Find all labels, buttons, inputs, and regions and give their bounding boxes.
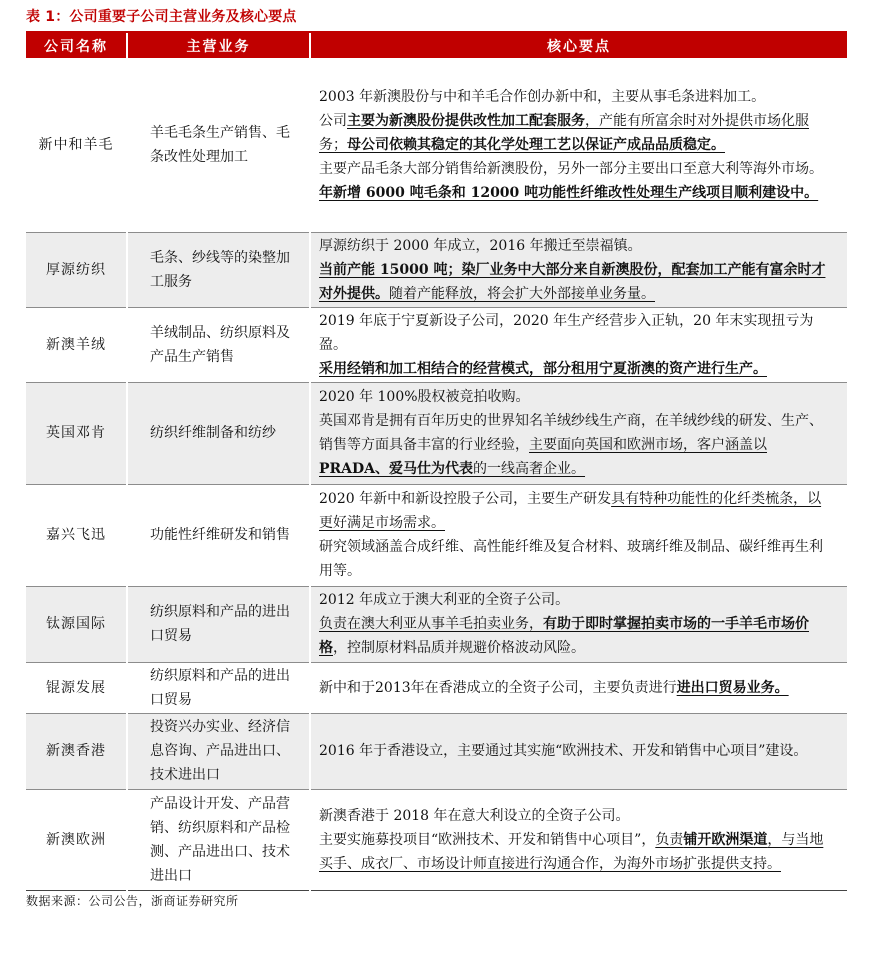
core-point-paragraph — [319, 385, 833, 409]
text-run: 研究领域涵盖合成纤维、高性能纤维及复合材料、玻璃纤维及制品、碳纤维再生利用等。 — [319, 539, 823, 579]
text-run: 主要实施募投项目“欧洲技术、开发和销售中心项目”， — [319, 831, 656, 848]
table-row — [26, 713, 847, 789]
core-points — [310, 58, 847, 232]
text-run: 2020 年 100%股权被竞拍收购。 — [319, 389, 530, 405]
company-name: 钛源国际 — [26, 586, 127, 662]
main-business: 投资兴办实业、经济信息咨询、产品进出口、技术进出口 — [127, 713, 310, 789]
text-run: 新澳香港于 2018 年在意大利设立的全资子公司。 — [319, 807, 630, 824]
company-name: 新澳欧洲 — [46, 831, 106, 848]
text-run: 主要产品毛条大部分销售给新澳股份，另外一部分主要出口至意大利等海外市场。 — [319, 160, 823, 177]
table-row — [26, 484, 847, 586]
text-run: PRADA、爱马仕为代表 — [319, 461, 474, 477]
core-points — [310, 789, 847, 890]
table-title: 表 1：公司重要子公司主营业务及核心要点 — [26, 9, 297, 25]
text-run: 负责在澳大利亚从事羊毛拍卖业务， — [319, 616, 543, 632]
company-name: 嘉兴飞迅 — [46, 527, 106, 543]
text-run: 母公司依赖其稳定的其化学处理工艺以保证产成品品质稳定。 — [347, 136, 725, 153]
text-run: 2012 年成立于澳大利亚的全资子公司。 — [319, 592, 570, 608]
main-business: 功能性纤维研发和销售 — [127, 484, 310, 586]
text-run: 进出口贸易业务。 — [676, 679, 789, 696]
text-run: 铺开欧洲渠道 — [683, 831, 768, 848]
company-name: 新澳羊绒 — [46, 336, 106, 353]
core-point-paragraph — [319, 85, 833, 109]
text-run: 有助于即时掌握拍卖市场的一手羊毛市场价格 — [319, 616, 809, 656]
company-name: 新澳香港 — [26, 713, 127, 789]
text-run: ，产能有所富余时对外提供市场化服务； — [319, 112, 809, 153]
core-point-paragraph — [319, 739, 833, 763]
text-run: 厚源纺织于 2000 年成立，2016 年搬迁至崇福镇。 — [319, 237, 642, 254]
core-points — [310, 382, 847, 484]
text-run: 采用经销和加工相结合的经营模式，部分租用宁夏浙澳的资产进行生产。 — [319, 360, 767, 377]
core-points — [310, 307, 847, 382]
core-point-paragraph — [319, 676, 833, 700]
text-run: 新中和于2013年在香港成立的全资子公司，主要负责进行 — [319, 679, 677, 696]
main-business: 羊毛毛条生产销售、毛条改性处理加工 — [127, 58, 310, 232]
data-source-note: 数据来源：公司公告，浙商证券研究所 — [26, 894, 239, 908]
company-name: 英国邓肯 — [26, 382, 127, 484]
text-run: 当前产能 15000 吨；染厂业务中大部分来自新澳股份，配套加工产能有富余时才对外提供。 — [319, 261, 826, 302]
text-run: 2016 年于香港设立，主要通过其实施“欧洲技术、开发和销售中心项目”建设。 — [319, 743, 808, 759]
main-business: 毛条、纱线等的染整加工服务 — [127, 232, 310, 307]
core-points — [310, 232, 847, 307]
core-point-paragraph — [319, 409, 833, 481]
table-row — [26, 662, 847, 713]
core-point-paragraph — [319, 157, 833, 181]
core-points — [310, 662, 847, 713]
header-core-points: 核心要点 — [310, 33, 847, 58]
core-point-paragraph — [319, 612, 833, 660]
text-run: 年新增 6000 吨毛条和 12000 吨功能性纤维改性处理生产线项目顺利建设中。 — [319, 184, 819, 201]
main-business: 纺织原料和产品的进出口贸易 — [127, 662, 310, 713]
main-business: 羊绒制品、纺织原料及产品生产销售 — [127, 307, 310, 382]
subsidiary-table — [26, 33, 847, 891]
main-business: 纺织原料和产品的进出口贸易 — [127, 586, 310, 662]
core-point-paragraph — [319, 804, 833, 828]
core-point-paragraph — [319, 357, 833, 381]
header-main-business: 主营业务 — [127, 33, 310, 58]
text-run: 随着产能释放，将会扩大外部接单业务量。 — [389, 285, 655, 302]
table-row — [26, 232, 847, 307]
text-run: 主要为新澳股份提供改性加工配套服务 — [347, 112, 585, 129]
text-run: 负责 — [655, 831, 684, 848]
main-business: 产品设计开发、产品营销、纺织原料和产品检测、产品进出口、技术进出口 — [127, 789, 310, 890]
company-name: 新中和羊毛 — [38, 136, 114, 153]
text-run: 具有特种功能性的化纤类梳条，以更好满足市场需求。 — [319, 491, 822, 531]
text-run: 2003 年新澳股份与中和羊毛合作创办新中和，主要从事毛条进料加工。 — [319, 88, 766, 105]
core-points — [310, 586, 847, 662]
header-company-name: 公司名称 — [26, 33, 127, 58]
text-run: ，控制原材料品质并规避价格波动风险。 — [333, 640, 585, 656]
table-row — [26, 58, 847, 232]
text-run: 2020 年新中和新设控股子公司，主要生产研发 — [319, 491, 612, 507]
table-row — [26, 307, 847, 382]
core-point-paragraph — [319, 258, 833, 306]
core-points — [310, 713, 847, 789]
header-row — [26, 33, 847, 58]
text-run: 的一线高奢企业。 — [473, 461, 586, 477]
table-row — [26, 586, 847, 662]
text-run: 英国邓肯是拥有百年历史的世界知名羊绒纱线生产商，在羊绒纱线的研发、生产、销售等方面具备丰富的行业经验， — [319, 413, 823, 453]
core-point-paragraph — [319, 588, 833, 612]
text-run: 主要面向英国和欧洲市场，客户涵盖以 — [529, 437, 767, 453]
core-point-paragraph — [319, 109, 833, 157]
core-point-paragraph — [319, 828, 833, 876]
core-point-paragraph — [319, 234, 833, 258]
text-run: ，与当地买手、成衣厂、市场设计师直接进行沟通合作，为海外市场扩张提供支持。 — [319, 831, 824, 872]
company-name: 锟源发展 — [46, 679, 106, 696]
core-points — [310, 484, 847, 586]
table-row — [26, 789, 847, 890]
core-point-paragraph — [319, 535, 833, 583]
company-name: 厚源纺织 — [26, 232, 127, 307]
core-point-paragraph — [319, 309, 833, 357]
core-point-paragraph — [319, 181, 833, 205]
text-run: 2019 年底于宁夏新设子公司，2020 年生产经营步入正轨，20 年末实现扭亏为盈。 — [319, 312, 814, 353]
main-business: 纺织纤维制备和纺纱 — [127, 382, 310, 484]
table-row — [26, 382, 847, 484]
core-point-paragraph — [319, 487, 833, 535]
text-run: 公司 — [319, 112, 347, 129]
